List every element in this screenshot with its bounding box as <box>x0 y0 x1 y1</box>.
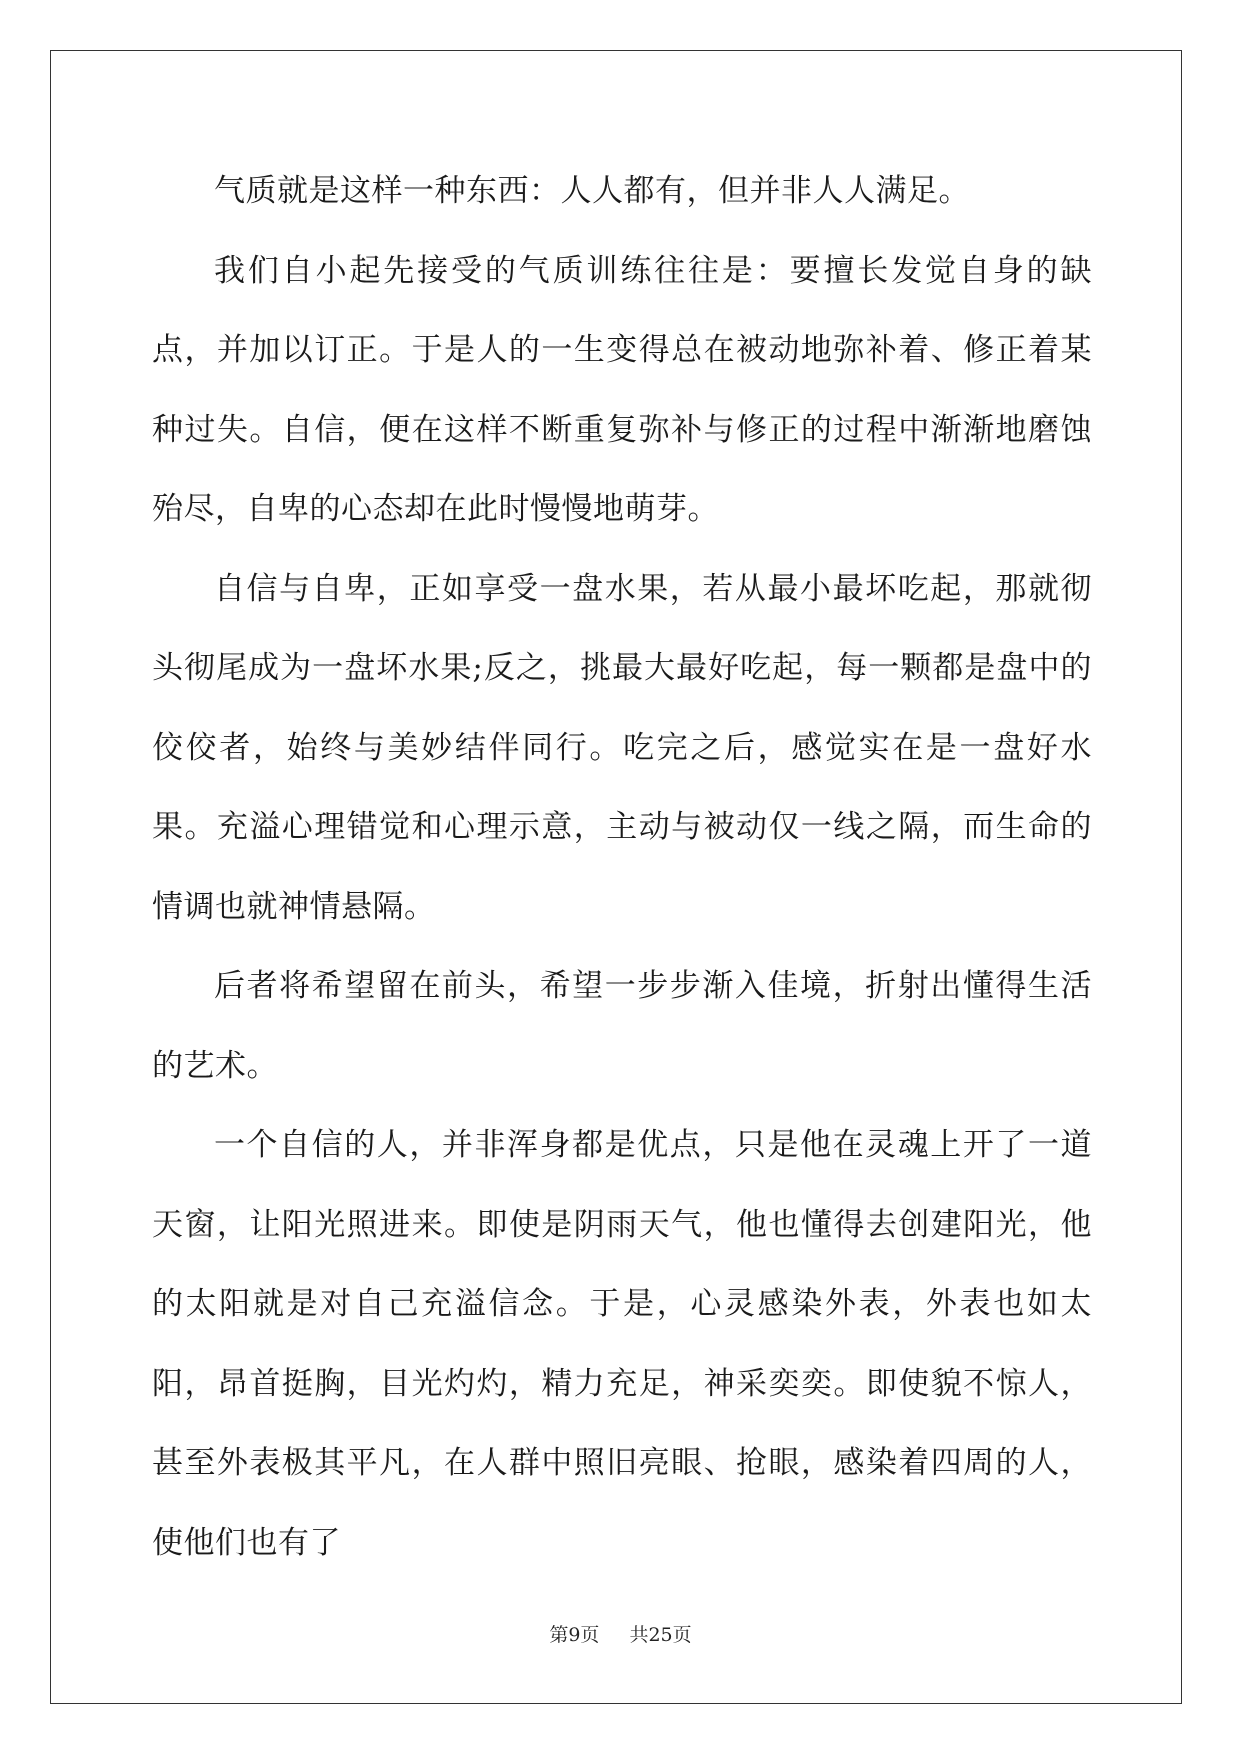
paragraph-3: 自信与自卑，正如享受一盘水果，若从最小最坏吃起，那就彻头彻尾成为一盘坏水果;反之，挑最大最好吃起，每一颗都是盘中的佼佼者，始终与美妙结伴同行。吃完之后，感觉实在是一盘好水果。充溢心理错觉和心理示意，主动与被动仅一线之隔，而生命的情调也就神情悬隔。 <box>152 570 1092 925</box>
document-body <box>152 152 1092 1583</box>
paragraph-4: 后者将希望留在前头，希望一步步渐入佳境，折射出懂得生活的艺术。 <box>152 968 1092 1084</box>
paragraph-2: 我们自小起先接受的气质训练往往是：要擅长发觉自身的缺点，并加以订正。于是人的一生变得总在被动地弥补着、修正着某种过失。自信，便在这样不断重复弥补与修正的过程中渐渐地磨蚀殆尽，自卑的心态却在此时慢慢地萌芽。 <box>152 252 1092 527</box>
total-pages: 共25页 <box>629 1624 692 1646</box>
paragraph-1: 气质就是这样一种东西：人人都有，但并非人人满足。 <box>214 173 970 209</box>
page-number: 第9页 <box>549 1624 600 1646</box>
page-footer <box>0 1620 1241 1647</box>
paragraph-5: 一个自信的人，并非浑身都是优点，只是他在灵魂上开了一道天窗，让阳光照进来。即使是阴雨天气，他也懂得去创建阳光，他的太阳就是对自己充溢信念。于是，心灵感染外表，外表也如太阳，昂首挺胸，目光灼灼，精力充足，神采奕奕。即使貌不惊人，甚至外表极其平凡，在人群中照旧亮眼、抢眼，感染着四周的人，使他们也有了 <box>152 1127 1092 1561</box>
